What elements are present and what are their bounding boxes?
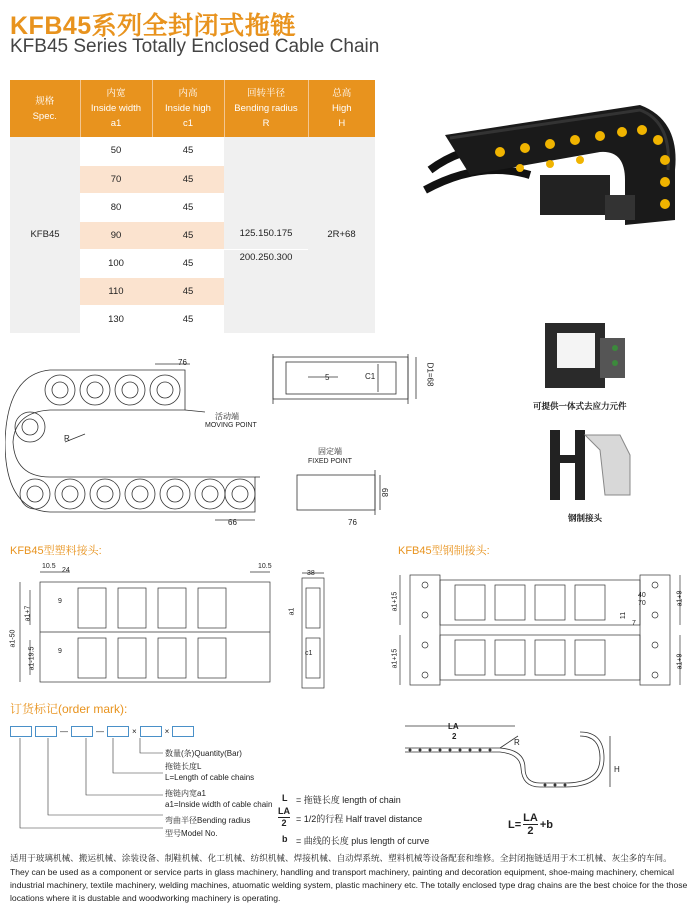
order-separator: — — [96, 727, 104, 736]
dim-10-5-left: 10.5 — [42, 563, 56, 570]
cell-radius-2: 200.250.300 — [224, 249, 308, 333]
formula-b-desc: = 曲线的长度 plus length of curve — [296, 836, 430, 846]
cross-section-drawing — [268, 352, 428, 407]
formula-l-desc: = 拖链长度 length of chain — [296, 795, 401, 805]
order-leader-lines — [18, 738, 168, 838]
header-high: 总高 High H — [308, 80, 375, 137]
travel-r-label: R — [514, 738, 520, 747]
order-mark-boxes — [10, 726, 194, 737]
dim-40: 40 — [638, 592, 646, 599]
cell-width: 110 — [80, 277, 152, 305]
footer-cn: 适用于玻璃机械、搬运机械、涂装设备、制鞋机械、化工机械、纺织机械、焊接机械、自动焊系统、塑料机械等设备配套和维修。全封闭拖链适用于木工机械、灰尘多的车间。 — [10, 853, 672, 863]
dim-a1-plus-15-top: a1+15 — [391, 591, 399, 612]
order-separator: — — [60, 727, 68, 736]
steel-head-photo — [545, 425, 635, 505]
stress-relief-photo — [535, 318, 635, 393]
cell-height: 45 — [152, 305, 224, 333]
order-separator: × — [132, 727, 137, 736]
dim-5: 5 — [325, 373, 330, 382]
order-box-width[interactable] — [71, 726, 93, 737]
header-spec: 规格 Spec. — [10, 80, 80, 137]
formula-la-desc: = 1/2的行程 Half travel distance — [296, 814, 423, 824]
dim-a1-plus-9-top: a1+9 — [676, 590, 684, 607]
travel-la-half: 2 — [452, 732, 457, 741]
product-photo — [410, 80, 698, 240]
plastic-section-label: KFB45型塑料接头: — [10, 545, 102, 557]
formula-equation: L= $\frac{LA}{2}$ +b — [508, 812, 553, 837]
dim-a1-plus-9-bottom: a1+9 — [676, 653, 684, 670]
header-width: 内宽 Inside width a1 — [80, 80, 152, 137]
order-box-quantity[interactable] — [172, 726, 194, 737]
steel-joint-drawing — [395, 570, 685, 695]
page-title: KFB45系列全封闭式拖链 — [10, 12, 296, 40]
fixed-en: FIXED POINT — [308, 458, 352, 465]
dim-7: 7 — [632, 620, 636, 627]
moving-cn: 活动端 — [215, 412, 239, 421]
chain-side-drawing — [5, 352, 260, 532]
travel-diagram — [400, 718, 620, 798]
cell-height: 45 — [152, 249, 224, 277]
dim-76-top: 76 — [178, 358, 187, 367]
order-item-length-en: L=Length of cable chains — [165, 773, 255, 782]
table-row — [10, 137, 375, 165]
cell-total-high: 2R+68 — [308, 137, 375, 333]
radius-label: R — [64, 434, 70, 443]
cell-height: 45 — [152, 277, 224, 305]
order-box-length[interactable] — [107, 726, 129, 737]
formula-l-symbol: L — [282, 793, 288, 803]
dim-a1-minus-19-5: a1-19.5 — [28, 646, 36, 671]
cell-width: 50 — [80, 137, 152, 165]
order-item-width-en: a1=Inside width of cable chain — [165, 800, 273, 809]
cell-spec: KFB45 — [10, 137, 80, 333]
cell-width: 130 — [80, 305, 152, 333]
dim-68: 68 — [379, 488, 389, 497]
moving-en: MOVING POINT — [205, 422, 257, 429]
page-subtitle: KFB45 Series Totally Enclosed Cable Chain — [10, 36, 380, 57]
order-separator: × — [164, 727, 170, 736]
order-box-radius[interactable] — [35, 726, 57, 737]
travel-h-label: H — [614, 765, 620, 774]
steel-section-label: KFB45型钢制接头: — [398, 545, 490, 557]
dim-phi-top: 9 — [58, 598, 62, 605]
header-radius: 回转半径 Bending radius R — [224, 80, 308, 137]
stress-relief-caption: 可提供一体式去应力元件 — [533, 401, 627, 411]
order-item-model: 型号Model No. — [165, 829, 218, 838]
spec-table — [10, 80, 375, 334]
cell-height: 45 — [152, 221, 224, 249]
dim-a1-plus-7: a1+7 — [24, 605, 32, 622]
cell-radius-1: 125.150.175 — [224, 137, 308, 249]
dim-70: 70 — [638, 600, 646, 607]
steel-head-caption: 钢制接头 — [568, 513, 603, 523]
cell-width: 80 — [80, 193, 152, 221]
order-item-length-cn: 拖链长度L — [165, 762, 202, 771]
dim-66: 66 — [228, 518, 237, 527]
cell-width: 90 — [80, 221, 152, 249]
cell-width: 100 — [80, 249, 152, 277]
cell-height: 45 — [152, 193, 224, 221]
order-box-model[interactable] — [10, 726, 32, 737]
order-item-quantity: 数量(条)Quantity(Bar) — [165, 749, 242, 758]
dim-a1-plus-15-bottom: a1+15 — [391, 648, 399, 669]
dim-24: 24 — [62, 567, 70, 574]
dim-d1: D1=68 — [425, 362, 435, 387]
formula-b-symbol: b — [282, 834, 288, 844]
dim-10-5-right: 10.5 — [258, 563, 272, 570]
order-mark-title: 订货标记(order mark): — [10, 702, 128, 716]
cell-height: 45 — [152, 137, 224, 165]
dim-c1: C1 — [365, 372, 376, 381]
dim-11: 11 — [620, 611, 628, 620]
dim-a1-minus-50: a1-50 — [9, 629, 17, 648]
footer-en: They can be used as a component or service parts in glass machinery, handling and transport machinery, painting and decoration equipment, shoe-maing machinery, chemical industrial machinery, textile machinery, welding machines, atuomatic welding system, plastic machinery etc. The totally enclosed type drag chains are the best choice for the those locations where it is dustable and woodworking machinery is operating. — [10, 867, 688, 903]
formula-la-fraction: LA 2 — [278, 806, 290, 828]
travel-la-label: LA — [448, 722, 459, 731]
dim-phi-bottom: 9 — [58, 648, 62, 655]
plastic-end-view — [290, 568, 335, 698]
fixed-cn: 固定端 — [318, 447, 342, 456]
chain-end-drawing — [295, 470, 385, 520]
order-item-radius: 弯曲半径Bending radius — [165, 816, 251, 825]
header-height: 内高 Inside high c1 — [152, 80, 224, 137]
plastic-joint-drawing — [10, 560, 280, 695]
dim-c1-end: c1 — [305, 650, 313, 657]
table-header-row — [10, 80, 375, 137]
order-box-extra[interactable] — [140, 726, 162, 737]
dim-a1-end: a1 — [288, 607, 296, 616]
cell-width: 70 — [80, 165, 152, 193]
dim-76-bottom: 76 — [348, 518, 357, 527]
cell-height: 45 — [152, 165, 224, 193]
dim-38: 38 — [307, 570, 315, 577]
order-item-width-cn: 拖链内宽a1 — [165, 789, 206, 798]
